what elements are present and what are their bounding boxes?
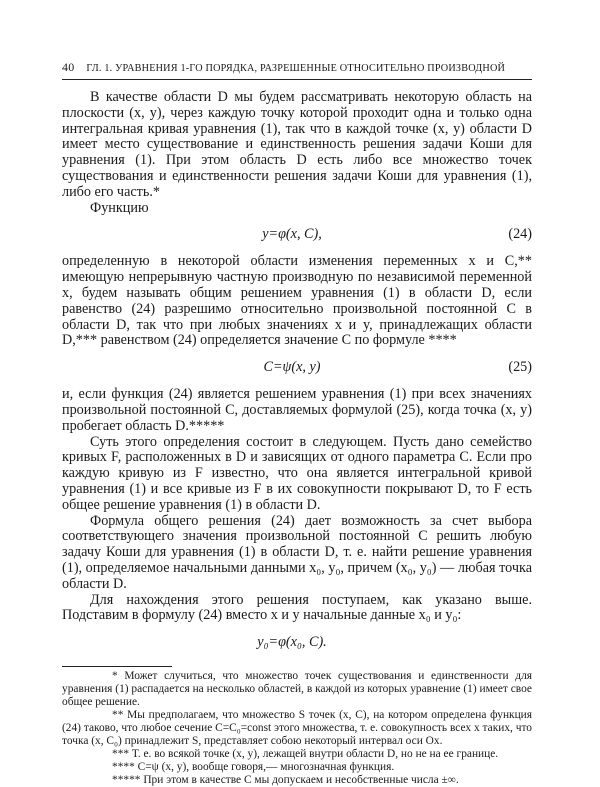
paragraph-1: В качестве области D мы будем рассматривать некоторую область на плоскости (x, y), через каждую точку которой проходит одна и только одна интегральная кривая уравнения (1), так что в каждой точке (x, y) области D имеет место существование и единственность решения задачи Коши для уравнения (1). При этом область D есть либо все множество точек существования и единственности решения задачи Коши для уравнения (1), либо его часть.* <box>62 89 532 200</box>
footnote-1: * Может случиться, что множество точек существования и единственности для уравнения (1) распадается на несколько областей, в каждой из которых уравнение (1) имеет свое общее решение. <box>62 670 532 709</box>
main-text <box>62 90 532 654</box>
formula-number: (25) <box>508 359 532 376</box>
paragraph-3: определенную в некоторой области изменения переменных x и C,** имеющую непрерывную частную производную по независимой переменной x, будем называть общим решением уравнения (1) в области D, если равенство (24) разрешимо относительно произвольной постоянной C в области D, так что при любых значениях x и y, принадлежащих области D,*** равенством (24) определяется значение C по формуле **** <box>62 253 532 349</box>
paragraph-5: Суть этого определения состоит в следующем. Пусть дано семейство кривых F, расположенных в D и зависящих от одного параметра C. Если про каждую кривую из F известно, что она является интегральной кривой уравнения (1) и все кривые из F в их совокупности покрывают D, то F есть общее решение уравнения (1) в области D. <box>62 433 532 513</box>
paragraph-7: Для нахождения этого решения поступаем, как указано выше. Подставим в формулу (24) вместо x и y начальные данные x₀ и y₀: <box>62 591 532 624</box>
page-number: 40 <box>62 60 75 74</box>
formula-initial <box>62 632 532 654</box>
running-header <box>62 60 532 80</box>
book-page <box>62 60 532 787</box>
formula-24 <box>62 224 532 246</box>
paragraph-4: и, если функция (24) является решением уравнения (1) при всех значениях произвольной постоянной C, доставляемых формулой (25), когда точка (x, y) пробегает область D.***** <box>62 386 532 434</box>
footnote-5: ***** При этом в качестве C мы допускаем и несобственные числа ±∞. <box>112 774 459 787</box>
footnote-2: ** Мы предполагаем, что множество S точек (x, C), на котором определена функция (24) таково, что любое сечение C=C₀=const этого множества, т. е. совокупность всех x таких, что точка (x, C₀) принадлежит S, представляет собою некоторый интервал оси Ox. <box>62 709 532 748</box>
footnote-3: *** Т. е. во всякой точке (x, y), лежащей внутри области D, но не на ее границе. <box>112 748 499 761</box>
formula-25 <box>62 357 532 379</box>
paragraph-2: Функцию <box>90 199 149 216</box>
footnote-divider <box>62 666 172 667</box>
formula-number: (24) <box>508 226 532 243</box>
formula-expression: C=ψ(x, y) <box>263 359 321 376</box>
formula-expression: y₀=φ(x₀, C). <box>257 634 327 651</box>
running-title: ГЛ. 1. УРАВНЕНИЯ 1-ГО ПОРЯДКА, РАЗРЕШЕННЫЕ ОТНОСИТЕЛЬНО ПРОИЗВОДНОЙ <box>86 63 506 74</box>
footnote-4: **** C=ψ (x, y), вообще говоря,— многозначная функция. <box>112 761 395 774</box>
formula-expression: y=φ(x, C), <box>262 226 322 243</box>
paragraph-6: Формула общего решения (24) дает возможность за счет выбора соответствующего значения произвольной постоянной C решить любую задачу Коши для уравнения (1) в области D, т. е. найти решение уравнения (1), определяемое начальными данными x₀, y₀, причем (x₀, y₀) — любая точка области D. <box>62 512 532 592</box>
footnotes <box>62 670 532 787</box>
